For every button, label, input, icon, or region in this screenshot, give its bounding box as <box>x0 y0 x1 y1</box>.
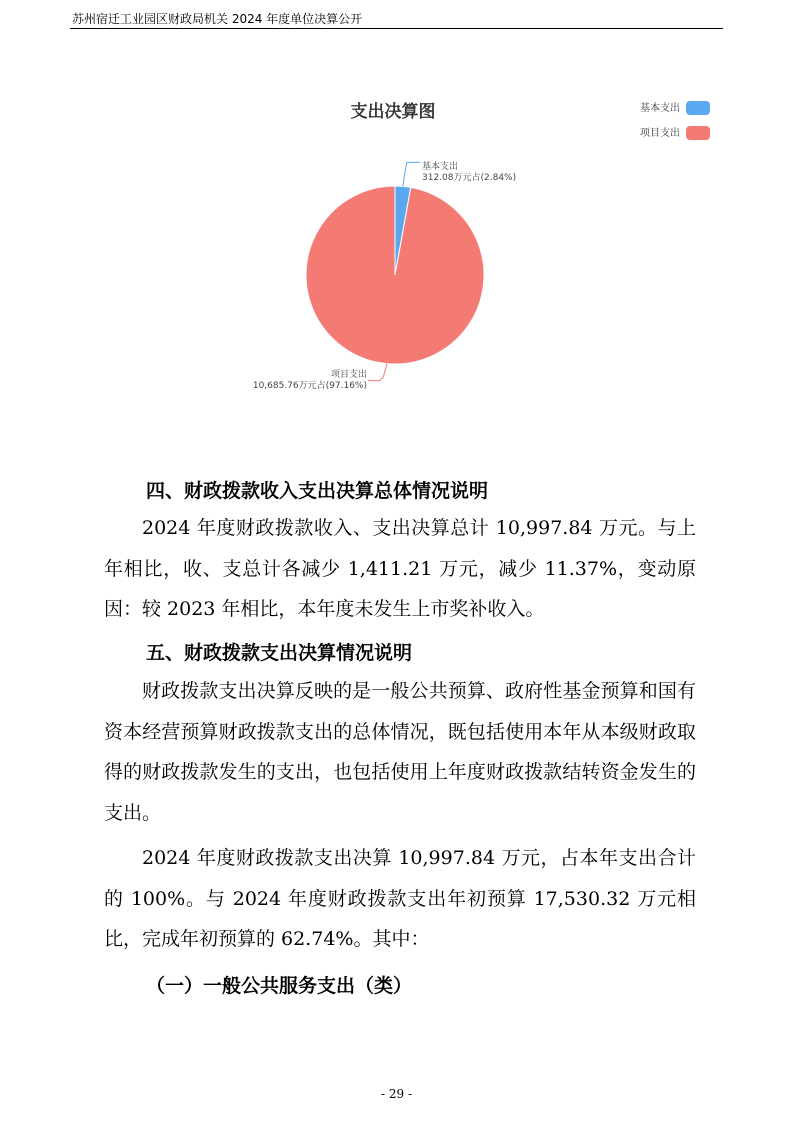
legend-swatch <box>686 101 710 115</box>
pie-leader-line <box>368 364 387 381</box>
pie-label-name: 基本支出 <box>422 162 459 172</box>
legend-label: 基本支出 <box>640 103 680 114</box>
expenditure-pie-chart <box>0 80 793 410</box>
section-5-paragraph-2: 2024 年度财政拨款支出决算 10,997.84 万元，占本年支出合计的 100%。与 2024 年度财政拨款支出年初预算 17,530.32 万元相比，完成年初预算的 62.74%。其中： <box>104 847 696 950</box>
page-header: 苏州宿迁工业园区财政局机关 2024 年度单位决算公开 <box>72 12 363 26</box>
section-5-title: 五、财政拨款支出决算情况说明 <box>146 642 413 664</box>
pie-label-value: 312.08万元占(2.84%) <box>422 173 517 183</box>
page-number: - 29 - <box>380 1087 412 1101</box>
pie-label-name: 项目支出 <box>330 370 367 380</box>
legend-label: 项目支出 <box>640 128 680 139</box>
section-5-paragraph-1: 财政拨款支出决算反映的是一般公共预算、政府性基金预算和国有资本经营预算财政拨款支出的总体情况，既包括使用本年从本级财政取得的财政拨款发生的支出，也包括使用上年度财政拨款结转资金发生的支出。 <box>104 680 696 824</box>
section-4-paragraph: 2024 年度财政拨款收入、支出决算总计 10,997.84 万元。与上年相比，收、支总计各减少 1,411.21 万元，减少 11.37%，变动原因：较 2023 年相比，本年度未发生上市奖补收入。 <box>104 517 696 620</box>
subsection-1-title: （一）一般公共服务支出（类） <box>146 975 413 997</box>
pie-leader-line <box>403 162 420 186</box>
legend-swatch <box>686 126 710 140</box>
chart-title: 支出决算图 <box>350 102 436 122</box>
pie-slice <box>306 186 484 364</box>
pie-label-value: 10,685.76万元占(97.16%) <box>252 381 367 391</box>
header-rule <box>70 28 723 29</box>
section-4-title: 四、财政拨款收入支出决算总体情况说明 <box>146 480 489 502</box>
